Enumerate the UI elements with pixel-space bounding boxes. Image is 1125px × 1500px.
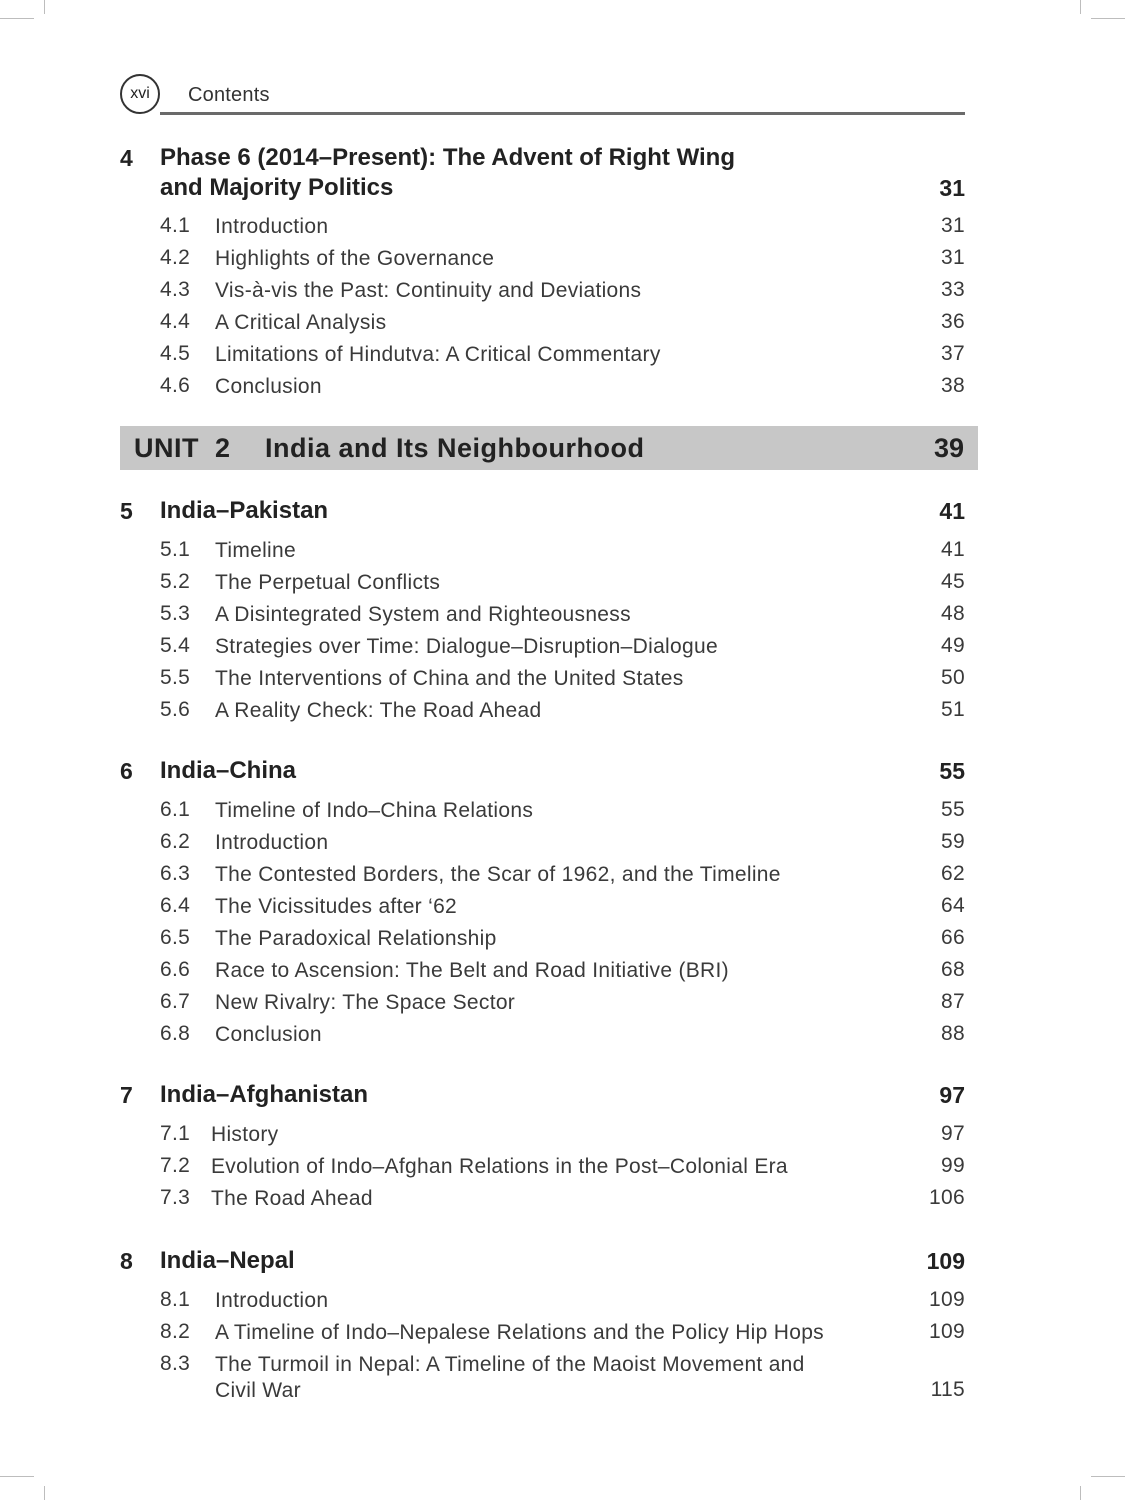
crop-mark [1091,1476,1125,1477]
crop-mark [0,18,34,19]
toc-section[interactable] [160,570,965,602]
section-number: 8.2 [160,1320,191,1343]
section-title: The Contested Borders, the Scar of 1962, and the Timeline [215,863,781,886]
section-number: 5.2 [160,570,191,593]
chapter-title[interactable]: India–Nepal [160,1247,295,1274]
section-page: 87 [941,990,965,1013]
section-number: 5.3 [160,602,191,625]
section-title: A Reality Check: The Road Ahead [215,699,542,722]
toc-section[interactable] [160,1122,965,1154]
chapter-title[interactable]: India–China [160,757,297,784]
crop-mark [1080,0,1081,14]
section-page: 109 [929,1320,965,1343]
toc-section[interactable] [160,798,965,830]
section-page: 99 [941,1154,965,1177]
section-page: 115 [930,1378,965,1401]
section-number: 4.1 [160,214,191,237]
section-page: 50 [941,666,965,689]
chapter-title-line: Phase 6 (2014–Present): The Advent of Right Wing [160,144,736,171]
toc-section[interactable] [160,862,965,894]
section-title: Evolution of Indo–Afghan Relations in the Post–Colonial Era [211,1155,788,1178]
section-title: The Perpetual Conflicts [215,571,441,594]
section-title: Timeline of Indo–China Relations [215,799,534,822]
toc-section[interactable] [160,1288,965,1320]
section-number: 5.4 [160,634,191,657]
section-page: 88 [941,1022,965,1045]
toc-section[interactable] [160,1022,965,1054]
chapter-number: 8 [120,1248,133,1274]
crop-mark [1080,1486,1081,1500]
section-number: 4.4 [160,310,191,333]
section-number: 8.1 [160,1288,191,1311]
toc-section[interactable] [160,214,965,246]
unit-label: UNIT 2 [134,433,231,463]
section-page: 109 [929,1288,965,1311]
section-title: Vis-à-vis the Past: Continuity and Deviations [215,279,642,302]
section-title: Race to Ascension: The Belt and Road Initiative (BRI) [215,959,729,982]
section-page: 45 [941,570,965,593]
section-number: 5.1 [160,538,191,561]
section-page: 68 [941,958,965,981]
section-page: 59 [941,830,965,853]
toc-section[interactable] [160,1186,965,1218]
chapter-title[interactable] [160,143,735,203]
section-number: 4.6 [160,374,191,397]
chapter-page: 41 [939,498,965,524]
section-title: The Interventions of China and the United States [215,667,684,690]
section-title: History [211,1123,279,1146]
section-title-line: Civil War [215,1379,301,1402]
page-number-badge: xvi [120,74,160,114]
section-number: 6.3 [160,862,191,885]
chapter-number: 4 [120,145,133,171]
toc-section[interactable] [160,1320,965,1352]
section-number: 7.2 [160,1154,191,1177]
chapter-number: 5 [120,498,133,524]
section-title: Strategies over Time: Dialogue–Disruption–Dialogue [215,635,718,658]
toc-section[interactable] [160,926,965,958]
toc-section[interactable] [160,342,965,374]
toc-section[interactable] [160,374,965,406]
toc-section[interactable] [160,634,965,666]
section-number: 8.3 [160,1352,191,1375]
chapter-title[interactable]: India–Afghanistan [160,1081,369,1108]
section-page: 33 [941,278,965,301]
chapter-page: 109 [926,1248,965,1274]
section-page: 51 [941,698,965,721]
chapter-page: 97 [939,1082,965,1108]
section-page: 38 [941,374,965,397]
section-number: 5.6 [160,698,191,721]
section-title [215,1352,805,1404]
running-header-title: Contents [188,84,270,106]
section-page: 37 [941,342,965,365]
toc-section[interactable] [160,958,965,990]
section-number: 6.4 [160,894,191,917]
section-number: 5.5 [160,666,191,689]
crop-mark [0,1476,34,1477]
section-title-line: The Turmoil in Nepal: A Timeline of the Maoist Movement and [215,1353,805,1376]
section-page: 36 [941,310,965,333]
section-number: 7.1 [160,1122,191,1145]
unit-page: 39 [933,433,964,463]
section-page: 66 [941,926,965,949]
toc-section[interactable] [160,246,965,278]
chapter-page: 55 [939,758,965,784]
toc-section[interactable] [160,1154,965,1186]
section-title: Introduction [215,1289,329,1312]
section-number: 4.5 [160,342,191,365]
section-title: The Vicissitudes after ‘62 [215,895,458,918]
section-title: Introduction [215,831,329,854]
section-number: 6.7 [160,990,191,1013]
section-page: 41 [941,538,965,561]
section-number: 6.5 [160,926,191,949]
toc-section[interactable] [160,830,965,862]
toc-section[interactable] [160,278,965,310]
section-title: A Timeline of Indo–Nepalese Relations and the Policy Hip Hops [215,1321,824,1344]
running-header [120,74,965,116]
section-title: Conclusion [215,375,322,398]
section-page: 49 [941,634,965,657]
section-title: Limitations of Hindutva: A Critical Commentary [215,343,661,366]
section-page: 31 [941,214,965,237]
section-number: 6.2 [160,830,191,853]
unit-title: India and Its Neighbourhood [265,433,645,463]
section-title: The Road Ahead [211,1187,373,1210]
section-page: 55 [941,798,965,821]
chapter-number: 6 [120,758,133,784]
section-number: 6.1 [160,798,191,821]
unit-heading-bar[interactable] [120,426,978,470]
section-title: A Critical Analysis [215,311,387,334]
toc-section[interactable] [160,1352,965,1412]
section-title: The Paradoxical Relationship [215,927,497,950]
crop-mark [44,1486,45,1500]
section-page: 62 [941,862,965,885]
section-title: A Disintegrated System and Righteousness [215,603,631,626]
section-title: New Rivalry: The Space Sector [215,991,516,1014]
toc-section[interactable] [160,538,965,570]
section-number: 4.3 [160,278,191,301]
section-title: Timeline [215,539,296,562]
section-page: 97 [941,1122,965,1145]
chapter-page: 31 [939,175,965,201]
chapter-title-line: and Majority Politics [160,174,394,201]
chapter-title[interactable]: India–Pakistan [160,497,329,524]
section-title: Highlights of the Governance [215,247,495,270]
section-page: 48 [941,602,965,625]
section-page: 31 [941,246,965,269]
section-title: Conclusion [215,1023,322,1046]
section-number: 6.6 [160,958,191,981]
section-number: 4.2 [160,246,191,269]
toc-section[interactable] [160,310,965,342]
toc-section[interactable] [160,698,965,730]
section-page: 64 [941,894,965,917]
toc-section[interactable] [160,602,965,634]
chapter-number: 7 [120,1082,133,1108]
section-page: 106 [929,1186,965,1209]
crop-mark [44,0,45,14]
toc-section[interactable] [160,990,965,1022]
toc-section[interactable] [160,666,965,698]
header-rule [160,112,965,115]
toc-section[interactable] [160,894,965,926]
section-number: 7.3 [160,1186,191,1209]
crop-mark [1091,18,1125,19]
section-number: 6.8 [160,1022,191,1045]
section-title: Introduction [215,215,329,238]
